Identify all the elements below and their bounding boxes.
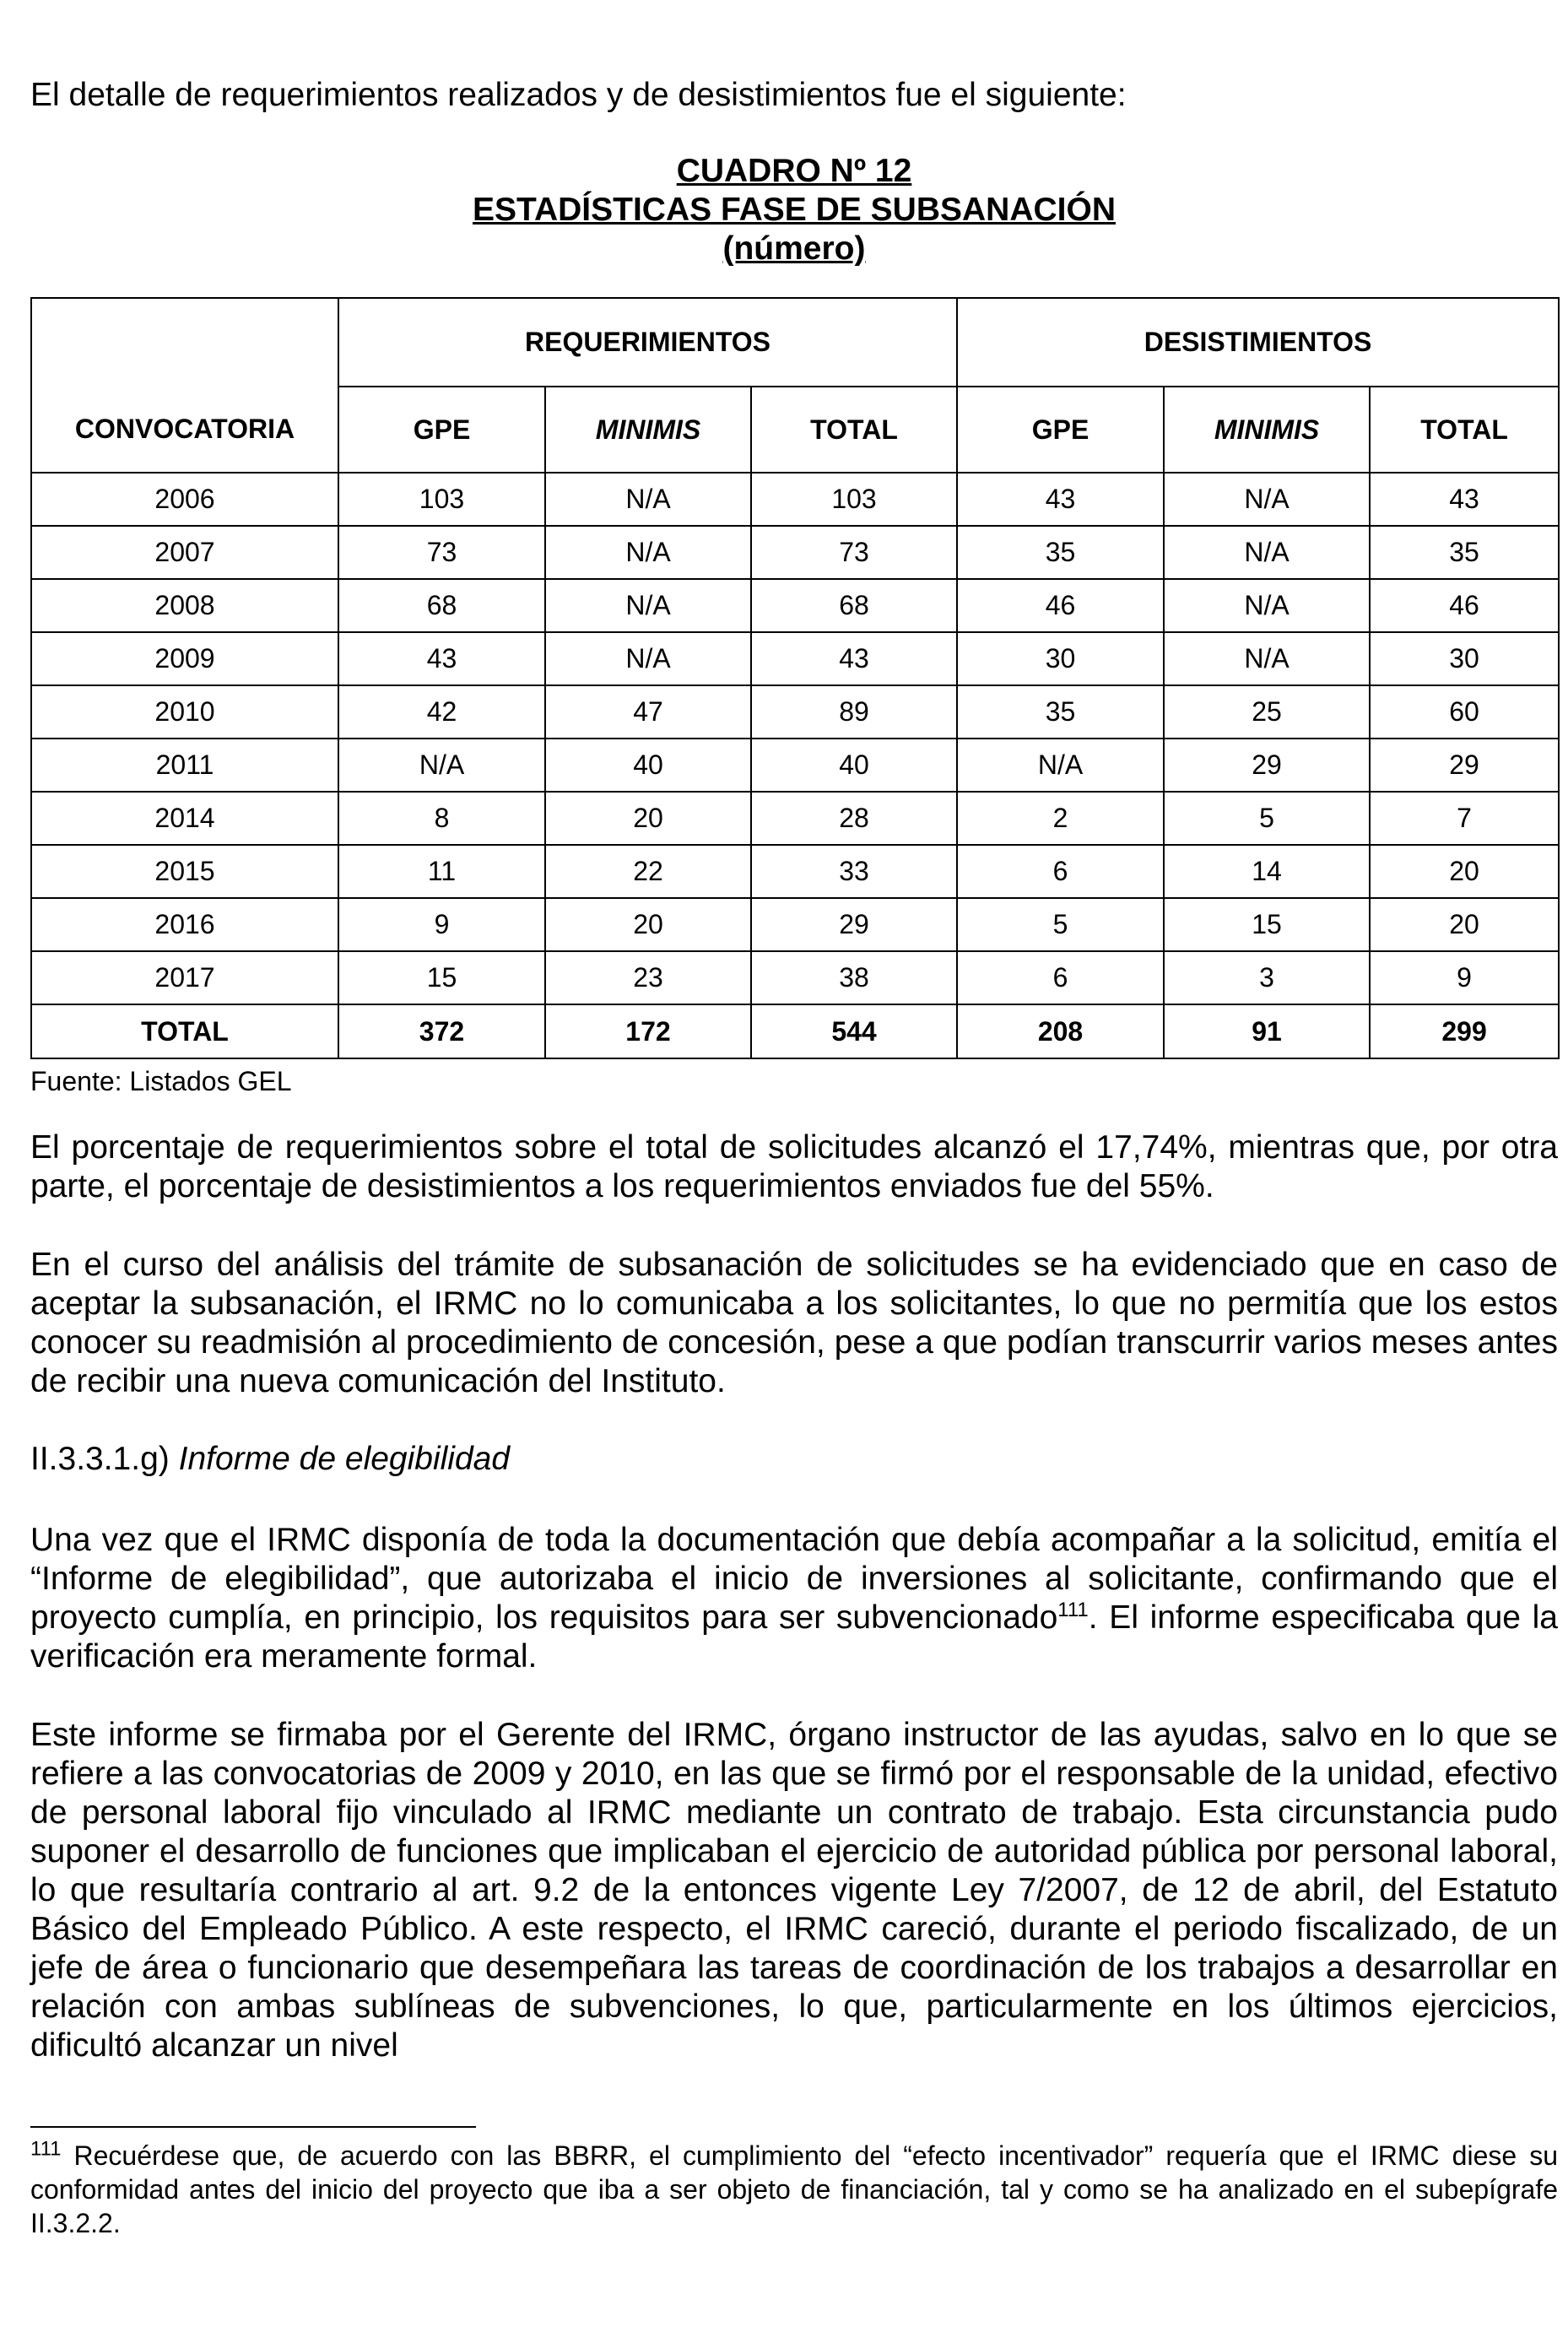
cell-req-minimis: N/A	[545, 473, 751, 526]
group-header-desistimientos: DESISTIMIENTOS	[957, 298, 1559, 387]
column-header-des-gpe: GPE	[957, 387, 1164, 473]
cell-des-minimis: 15	[1164, 898, 1370, 951]
cell-des-total: 20	[1370, 898, 1559, 951]
cell-req-minimis: N/A	[545, 579, 751, 632]
paragraph-informe	[30, 1521, 1558, 1676]
table-row	[31, 845, 1559, 898]
section-heading	[30, 1440, 510, 1479]
table-source: Fuente: Listados GEL	[30, 1066, 292, 1096]
cell-des-total: 46	[1370, 579, 1559, 632]
table-row	[31, 632, 1559, 685]
cell-req-gpe: 103	[338, 473, 545, 526]
cell-des-gpe: 6	[957, 845, 1164, 898]
cell-req-gpe: 11	[338, 845, 545, 898]
footnote-number: 111	[30, 2137, 62, 2161]
table-row	[31, 579, 1559, 632]
total-req-minimis: 172	[545, 1004, 751, 1058]
cell-des-gpe: 35	[957, 685, 1164, 739]
cell-des-gpe: 43	[957, 473, 1164, 526]
cell-req-total: 29	[751, 898, 957, 951]
cell-des-minimis: N/A	[1164, 473, 1370, 526]
table-total-row	[31, 1004, 1559, 1058]
table-title-unit: (número)	[722, 230, 866, 267]
cell-des-gpe: 5	[957, 898, 1164, 951]
column-header-des-minimis: MINIMIS	[1164, 387, 1370, 473]
cell-req-total: 43	[751, 632, 957, 685]
column-header-req-gpe: GPE	[338, 387, 545, 473]
cell-req-minimis: 22	[545, 845, 751, 898]
statistics-table	[30, 297, 1560, 1059]
table-title-name: ESTADÍSTICAS FASE DE SUBSANACIÓN	[472, 192, 1117, 228]
table-row	[31, 739, 1559, 792]
table-row	[31, 792, 1559, 845]
cell-req-gpe: 42	[338, 685, 545, 739]
total-des-gpe: 208	[957, 1004, 1164, 1058]
cell-des-total: 20	[1370, 845, 1559, 898]
cell-req-gpe: 43	[338, 632, 545, 685]
cell-convocatoria: 2017	[31, 951, 338, 1004]
total-convocatoria: TOTAL	[31, 1004, 338, 1058]
cell-req-total: 28	[751, 792, 957, 845]
cell-des-gpe: 2	[957, 792, 1164, 845]
table-title-number: CUADRO Nº 12	[676, 153, 912, 189]
cell-req-gpe: 68	[338, 579, 545, 632]
cell-des-gpe: 30	[957, 632, 1164, 685]
cell-des-total: 29	[1370, 739, 1559, 792]
cell-des-minimis: N/A	[1164, 579, 1370, 632]
header-blank-cell	[31, 298, 338, 387]
total-req-gpe: 372	[338, 1004, 545, 1058]
cell-req-gpe: 73	[338, 526, 545, 579]
cell-req-total: 38	[751, 951, 957, 1004]
cell-convocatoria: 2008	[31, 579, 338, 632]
intro-text: El detalle de requerimientos realizados y de desistimientos fue el siguiente:	[30, 77, 1127, 113]
cell-convocatoria: 2007	[31, 526, 338, 579]
cell-req-total: 33	[751, 845, 957, 898]
table-row	[31, 526, 1559, 579]
total-des-minimis: 91	[1164, 1004, 1370, 1058]
cell-des-total: 7	[1370, 792, 1559, 845]
cell-req-minimis: 23	[545, 951, 751, 1004]
footnote-reference-111[interactable]: 111	[1057, 1599, 1089, 1621]
cell-req-gpe: 8	[338, 792, 545, 845]
cell-req-gpe: N/A	[338, 739, 545, 792]
cell-des-minimis: 3	[1164, 951, 1370, 1004]
cell-des-total: 43	[1370, 473, 1559, 526]
table-row	[31, 951, 1559, 1004]
paragraph-firma: Este informe se firmaba por el Gerente del IRMC, órgano instructor de las ayudas, salvo en lo que se refiere a las convocatorias de 2009 y 2010, en las que se firmó por el responsable de la unidad, efectivo de personal laboral fijo vinculado al IRMC mediante un contrato de trabajo. Esta circunstancia pudo suponer el desarrollo de funciones que implicaban el ejercicio de autoridad pública por personal laboral, lo que resultaría contrario al art. 9.2 de la entonces vigente Ley 7/2007, de 12 de abril, del Estatuto Básico del Empleado Público. A este respecto, el IRMC careció, durante el periodo fiscalizado, de un jefe de área o funcionario que desempeñara las tareas de coordinación de los trabajos a desarrollar en relación con ambas sublíneas de subvenciones, lo que, particularmente en los últimos ejercicios, dificultó alcanzar un nivel	[30, 1717, 1558, 2064]
cell-convocatoria: 2010	[31, 685, 338, 739]
cell-req-minimis: 40	[545, 739, 751, 792]
cell-des-total: 35	[1370, 526, 1559, 579]
cell-req-total: 89	[751, 685, 957, 739]
cell-des-total: 60	[1370, 685, 1559, 739]
table-title	[30, 152, 1558, 268]
cell-convocatoria: 2011	[31, 739, 338, 792]
cell-req-minimis: 47	[545, 685, 751, 739]
cell-convocatoria: 2009	[31, 632, 338, 685]
cell-des-minimis: 25	[1164, 685, 1370, 739]
cell-req-total: 68	[751, 579, 957, 632]
paragraph-subsanacion: En el curso del análisis del trámite de subsanación de solicitudes se ha evidenciado que en caso de aceptar la subsanación, el IRMC no lo comunicaba a los solicitantes, lo que no permitía que los estos conocer su readmisión al procedimiento de concesión, pese a que podían transcurrir varios meses antes de recibir una nueva comunicación del Instituto.	[30, 1247, 1558, 1399]
group-header-requerimientos: REQUERIMIENTOS	[338, 298, 957, 387]
total-req-total: 544	[751, 1004, 957, 1058]
cell-convocatoria: 2015	[31, 845, 338, 898]
column-header-req-total: TOTAL	[751, 387, 957, 473]
paragraph-informe-text: Una vez que el IRMC disponía de toda la documentación que debía acompañar a la solicitud, emitía el “Informe de elegibilidad”, que autorizaba el inicio de inversiones al solicitante, confirmando que el proyecto cumplía, en principio, los requisitos para ser subvencionado	[30, 1522, 1558, 1636]
footnote-text: Recuérdese que, de acuerdo con las BBRR, el cumplimiento del “efecto incentivador” requería que el IRMC diese su conformidad antes del inicio del proyecto que iba a ser objeto de financiación, tal y como se ha analizado en el subepígrafe II.3.2.2.	[30, 2140, 1558, 2238]
paragraph-percentages: El porcentaje de requerimientos sobre el total de solicitudes alcanzó el 17,74%, mientras que, por otra parte, el porcentaje de desistimientos a los requerimientos enviados fue del 55%.	[30, 1129, 1558, 1204]
cell-req-minimis: 20	[545, 898, 751, 951]
table-row	[31, 685, 1559, 739]
paragraph-informe-text-end: . El informe especificaba que la verificación era meramente formal.	[30, 1599, 1558, 1675]
cell-des-gpe: 6	[957, 951, 1164, 1004]
column-header-des-total: TOTAL	[1370, 387, 1559, 473]
cell-req-total: 103	[751, 473, 957, 526]
cell-des-gpe: N/A	[957, 739, 1164, 792]
section-heading-number: II.3.3.1.g)	[30, 1441, 170, 1477]
footnote-separator	[30, 2126, 476, 2128]
cell-des-minimis: 14	[1164, 845, 1370, 898]
section-heading-title: Informe de elegibilidad	[178, 1441, 511, 1477]
cell-des-minimis: 5	[1164, 792, 1370, 845]
cell-convocatoria: 2014	[31, 792, 338, 845]
table-group-header-row	[31, 298, 1559, 387]
cell-convocatoria: 2006	[31, 473, 338, 526]
total-des-total: 299	[1370, 1004, 1559, 1058]
cell-des-minimis: 29	[1164, 739, 1370, 792]
column-header-convocatoria: CONVOCATORIA	[31, 387, 338, 473]
table-row	[31, 898, 1559, 951]
table-column-header-row	[31, 387, 1559, 473]
cell-des-minimis: N/A	[1164, 632, 1370, 685]
cell-req-total: 73	[751, 526, 957, 579]
cell-des-minimis: N/A	[1164, 526, 1370, 579]
cell-convocatoria: 2016	[31, 898, 338, 951]
table-row	[31, 473, 1559, 526]
cell-req-minimis: N/A	[545, 632, 751, 685]
column-header-req-minimis: MINIMIS	[545, 387, 751, 473]
cell-des-gpe: 35	[957, 526, 1164, 579]
cell-des-total: 30	[1370, 632, 1559, 685]
cell-req-minimis: N/A	[545, 526, 751, 579]
cell-req-gpe: 9	[338, 898, 545, 951]
cell-req-minimis: 20	[545, 792, 751, 845]
footnote-111	[30, 2139, 1558, 2240]
cell-des-total: 9	[1370, 951, 1559, 1004]
cell-req-total: 40	[751, 739, 957, 792]
cell-req-gpe: 15	[338, 951, 545, 1004]
cell-des-gpe: 46	[957, 579, 1164, 632]
